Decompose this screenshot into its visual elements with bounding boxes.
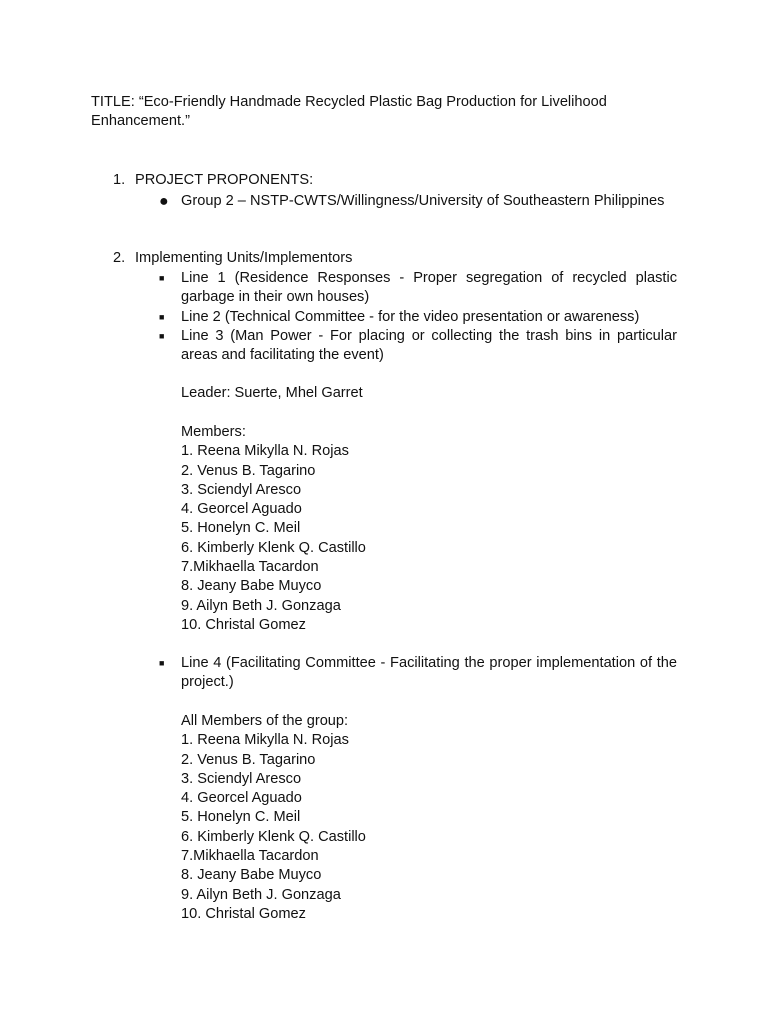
list-item: 8. Jeany Babe Muyco [181, 867, 322, 884]
list-item: 3. Sciendyl Aresco [181, 770, 302, 787]
list-item: 10. Christal Gomez [181, 905, 306, 922]
line-4-item [159, 654, 677, 693]
leader-line: Leader: Suerte, Mhel Garret [181, 385, 363, 401]
square-bullet-icon: ■ [159, 331, 165, 341]
members-label: Members: [181, 424, 246, 440]
section-2-title: Implementing Units/Implementors [135, 250, 353, 266]
all-members-label: All Members of the group: [181, 713, 349, 729]
list-item: 10. Christal Gomez [181, 616, 306, 633]
square-bullet-icon: ■ [159, 273, 165, 283]
square-bullet-icon: ■ [159, 658, 165, 668]
list-item: 2. Venus B. Tagarino [181, 751, 316, 768]
line-3-item [159, 327, 677, 366]
list-item: 9. Ailyn Beth J. Gonzaga [181, 597, 341, 614]
disc-bullet-icon: ● [159, 193, 169, 210]
list-item: 8. Jeany Babe Muyco [181, 578, 322, 595]
list-item: 5. Honelyn C. Meil [181, 809, 301, 826]
list-item: 6. Kimberly Klenk Q. Castillo [181, 539, 366, 556]
proponent-item [159, 192, 677, 211]
list-item: 9. Ailyn Beth J. Gonzaga [181, 886, 341, 903]
square-bullet-icon: ■ [159, 312, 165, 322]
list-item: 1. Reena Mikylla N. Rojas [181, 732, 349, 749]
list-item: 7.Mikhaella Tacardon [181, 559, 319, 576]
section-1-heading [113, 171, 313, 190]
list-item: 1. Reena Mikylla N. Rojas [181, 443, 349, 460]
section-1-number: 1. [113, 172, 126, 188]
members-list [181, 423, 366, 635]
line-1-text: Line 1 (Residence Responses - Proper segregation of recycled plastic garbage in their own houses) [181, 270, 677, 306]
document-title: TITLE: “Eco-Friendly Handmade Recycled Plastic Bag Production for Livelihood Enhancement.” [91, 94, 607, 130]
section-1-title: PROJECT PROPONENTS: [135, 172, 314, 188]
line-2-item [159, 308, 677, 327]
list-item: 3. Sciendyl Aresco [181, 481, 302, 498]
list-item: 6. Kimberly Klenk Q. Castillo [181, 828, 366, 845]
line-3-text: Line 3 (Man Power - For placing or collecting the trash bins in particular areas and facilitating the event) [181, 328, 677, 364]
list-item: 4. Georcel Aguado [181, 790, 302, 807]
proponent-text: Group 2 – NSTP-CWTS/Willingness/University of Southeastern Philippines [181, 193, 665, 209]
section-2-heading [113, 249, 352, 268]
list-item: 2. Venus B. Tagarino [181, 462, 316, 479]
line-2-text: Line 2 (Technical Committee - for the video presentation or awareness) [181, 309, 640, 325]
section-2-number: 2. [113, 250, 126, 266]
all-members-list [181, 712, 366, 924]
list-item: 5. Honelyn C. Meil [181, 520, 301, 537]
list-item: 7.Mikhaella Tacardon [181, 848, 319, 865]
line-4-text: Line 4 (Facilitating Committee - Facilitating the proper implementation of the project.) [181, 655, 677, 691]
list-item: 4. Georcel Aguado [181, 501, 302, 518]
line-1-item [159, 269, 677, 308]
